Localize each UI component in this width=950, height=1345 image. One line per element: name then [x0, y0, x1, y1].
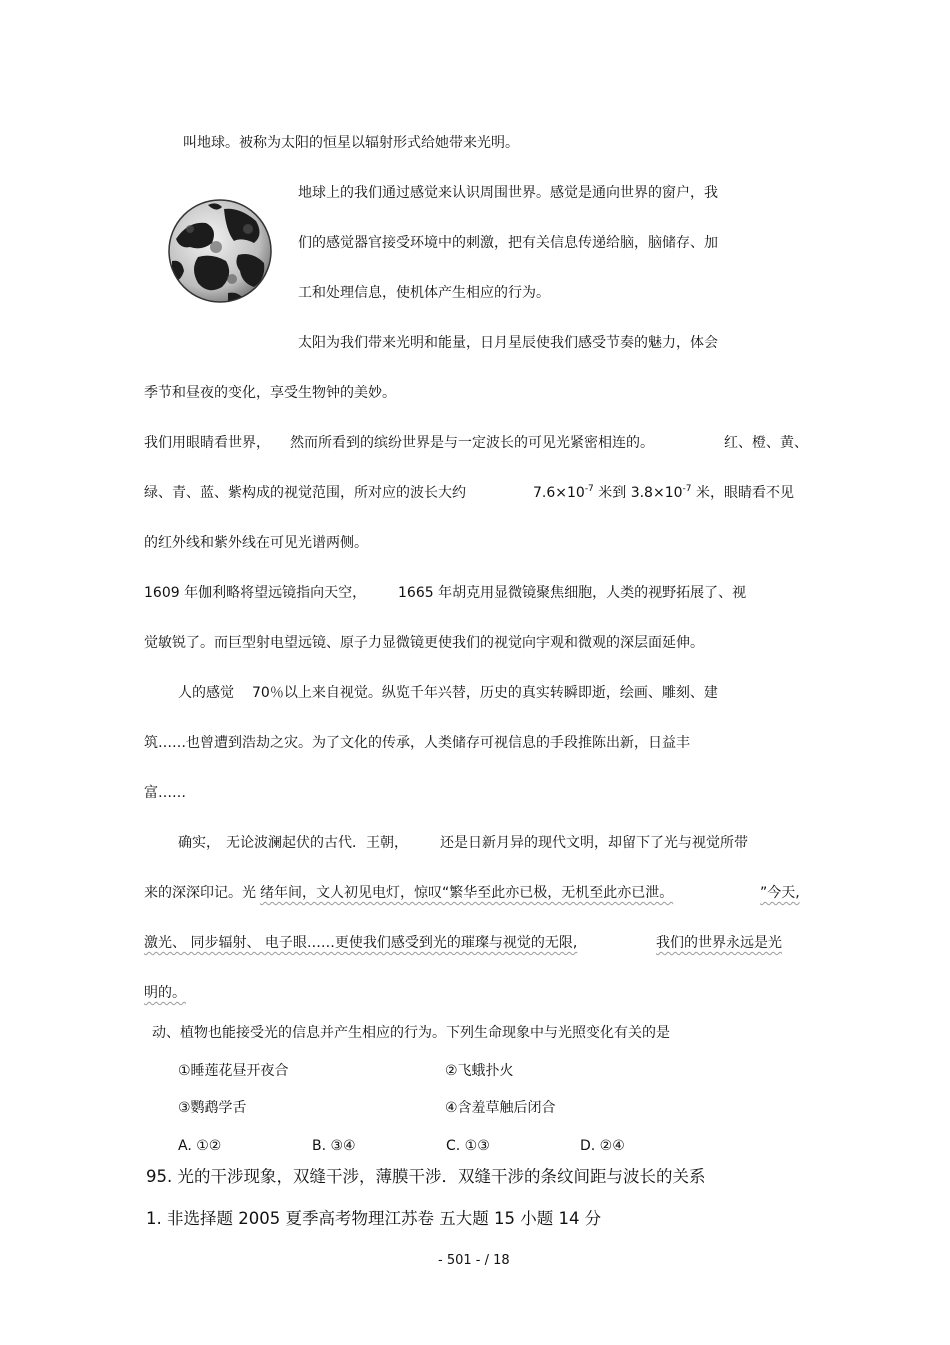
para-line: 地球上的我们通过感觉来认识周围世界。感觉是通向世界的窗户，我: [298, 185, 718, 201]
answer-option-c: C. ①③: [446, 1138, 490, 1154]
para-line: 觉敏锐了。而巨型射电望远镜、原子力显微镜更使我们的视觉向宇观和微观的深层面延伸。: [144, 635, 704, 651]
para-line-underlined: 明的。: [144, 985, 186, 1001]
para-line: 们的感觉器官接受环境中的刺激，把有关信息传递给脑，脑储存、加: [298, 235, 718, 251]
exponent: -7: [584, 484, 594, 494]
para-line: 70％以上来自视觉。纵览千年兴替，历史的真实转瞬即逝，绘画、雕刻、建: [252, 685, 718, 701]
para-line-underlined: 绪年间，文人初见电灯，惊叹“繁华至此亦已极，无机至此亦已泄。: [260, 885, 674, 901]
para-line-underlined: 激光、 同步辐射、 电子眼……更使我们感受到光的璀璨与视觉的无限,: [144, 935, 578, 951]
para-line-underlined: ”今天,: [760, 885, 800, 901]
para-line: 太阳为我们带来光明和能量，日月星辰使我们感受节奏的魅力，体会: [298, 335, 718, 351]
para-line: 红、橙、黄、: [724, 435, 808, 451]
question-item: ①睡莲花昼开夜合: [178, 1063, 289, 1079]
para-line: 还是日新月异的现代文明，却留下了光与视觉所带: [440, 835, 748, 851]
wavelength-end: 米，眼睛看不见: [695, 485, 794, 501]
section-heading: 1. 非选择题 2005 夏季高考物理江苏卷 五大题 15 小题 14 分: [146, 1209, 602, 1228]
wavelength-mid: 米到 3.8×10: [598, 485, 683, 501]
question-stem: 动、植物也能接受光的信息并产生相应的行为。下列生命现象中与光照变化有关的是: [152, 1025, 670, 1041]
wavelength-range: [533, 484, 794, 502]
question-item: ②飞蛾扑火: [445, 1063, 514, 1079]
exponent: -7: [682, 484, 692, 494]
answer-option-a: A. ①②: [178, 1138, 222, 1154]
para-line: 确实，: [178, 835, 220, 851]
para-line: 1609 年伽利略将望远镜指向天空，: [144, 585, 367, 601]
question-item: ④含羞草触后闭合: [445, 1100, 556, 1116]
section-heading: 95. 光的干涉现象，双缝干涉，薄膜干涉．双缝干涉的条纹间距与波长的关系: [146, 1167, 706, 1186]
question-item: ③鹦鹉学舌: [178, 1100, 247, 1116]
answer-option-b: B. ③④: [312, 1138, 356, 1154]
para-line: 季节和昼夜的变化，享受生物钟的美妙。: [144, 385, 396, 401]
earth-image: [168, 199, 272, 303]
para-line: 富……: [144, 785, 186, 801]
para-line: 人的感觉: [178, 685, 234, 701]
para-line-underlined: 我们的世界永远是光: [656, 935, 782, 951]
para-line: 我们用眼睛看世界，: [144, 435, 270, 451]
para-line: 绿、青、蓝、紫构成的视觉范围，所对应的波长大约: [144, 485, 466, 501]
para-line: 无论波澜起伏的古代．王朝，: [226, 835, 408, 851]
page-number: - 501 - / 18: [438, 1253, 510, 1268]
answer-option-d: D. ②④: [580, 1138, 625, 1154]
para-line: 然而所看到的缤纷世界是与一定波长的可见光紧密相连的。: [290, 435, 654, 451]
para-line: 工和处理信息，使机体产生相应的行为。: [298, 285, 550, 301]
para-line: 的红外线和紫外线在可见光谱两侧。: [144, 535, 368, 551]
para-line: 来的深深印记。光: [144, 885, 256, 901]
para-line: 筑……也曾遭到浩劫之灾。为了文化的传承，人类储存可视信息的手段推陈出新，日益丰: [144, 735, 690, 751]
wavelength-min: 7.6×10: [533, 485, 585, 501]
para-line: 1665 年胡克用显微镜聚焦细胞，人类的视野拓展了、视: [398, 585, 747, 601]
para-line: 叫地球。被称为太阳的恒星以辐射形式给她带来光明。: [183, 135, 519, 151]
